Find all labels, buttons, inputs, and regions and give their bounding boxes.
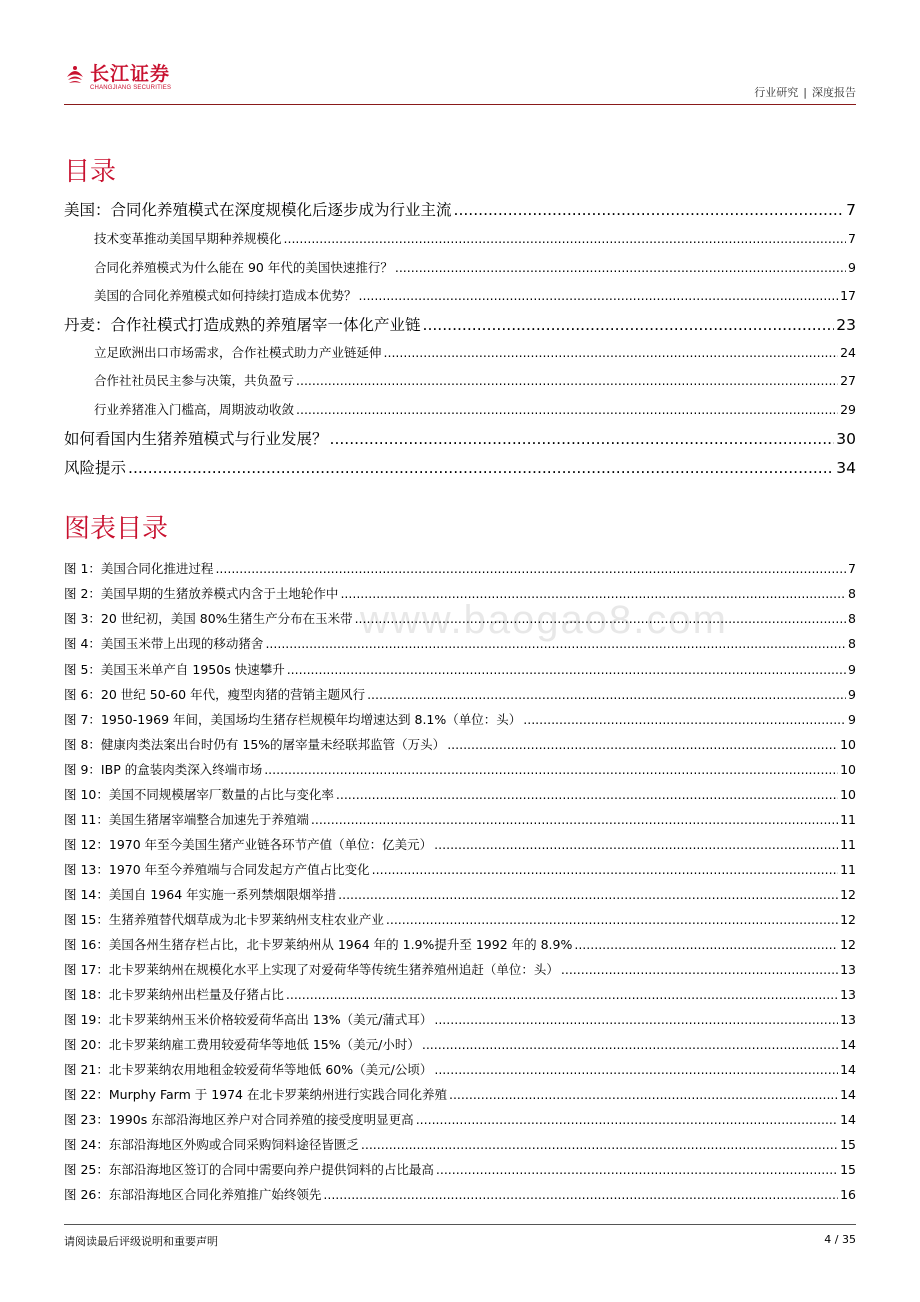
figure-entry-text: 图 16：美国各州生猪存栏占比，北卡罗莱纳州从 1964 年的 1.9%提升至 1992 年的 8.9% [64,937,573,952]
toc-entry-text: 风险提示 [64,459,127,477]
figure-entry-page: 9 [848,687,856,702]
page-header [64,58,856,105]
leader-dots [416,1112,838,1127]
figure-entry-text: 图 25：东部沿海地区签订的合同中需要向养户提供饲料的占比最高 [64,1162,434,1177]
figure-entry-page: 8 [848,586,856,601]
figure-entry-text: 图 2：美国早期的生猪放养模式内含于土地轮作中 [64,586,339,601]
figure-entry-page: 16 [840,1187,856,1202]
leader-dots [355,611,846,626]
figure-entry[interactable] [64,1160,856,1178]
figure-entry-text: 图 22：Murphy Farm 于 1974 在北卡罗莱纳州进行实践合同化养殖 [64,1087,447,1102]
figure-entry-page: 11 [840,812,856,827]
figure-entry-page: 8 [848,636,856,651]
leader-dots [330,430,835,448]
leader-dots [423,316,835,334]
report-category: 行业研究 [754,86,799,99]
toc-entry-text: 立足欧洲出口市场需求，合作社模式助力产业链延伸 [94,345,382,360]
figure-entry-text: 图 4：美国玉米带上出现的移动猪舍 [64,636,264,651]
figure-entry-text: 图 3：20 世纪初，美国 80%生猪生产分布在玉米带 [64,611,353,626]
toc-subentry[interactable] [94,343,856,361]
figure-entry[interactable] [64,910,856,928]
logo-cn-text: 长江证券 [90,63,171,85]
figure-entry-page: 11 [840,837,856,852]
toc-entry-text: 行业养猪准入门槛高，周期波动收敛 [94,402,295,417]
figure-entry-page: 13 [840,1012,856,1027]
toc-entry-page: 23 [836,316,856,334]
figure-entry-page: 10 [840,737,856,752]
figure-entry-text: 图 26：东部沿海地区合同化养殖推广始终领先 [64,1187,322,1202]
report-subtype: 深度报告 [812,86,856,99]
figure-entry-page: 14 [840,1062,856,1077]
leader-dots [311,812,838,827]
toc-entry-text: 丹麦：合作社模式打造成熟的养殖屠宰一体化产业链 [64,316,421,334]
toc-subentry[interactable] [94,400,856,418]
figure-entry[interactable] [64,1135,856,1153]
figure-entry-text: 图 6：20 世纪 50-60 年代，瘦型肉猪的营销主题风行 [64,687,366,702]
figure-entry-text: 图 11：美国生猪屠宰端整合加速先于养殖端 [64,812,309,827]
toc-subentry[interactable] [94,286,856,304]
figure-entry[interactable] [64,1110,856,1128]
leader-dots [574,937,838,952]
figure-entry[interactable] [64,1035,856,1053]
toc-entry-text: 技术变革推动美国早期种养规模化 [94,231,282,246]
toc-entry[interactable] [64,456,856,478]
leader-dots [359,288,839,303]
leader-dots [340,586,846,601]
figure-entry-text: 图 7：1950-1969 年间，美国场均生猪存栏规模年均增速达到 8.1%（单位：头） [64,712,522,727]
leader-dots [384,345,839,360]
leader-dots [367,687,846,702]
figure-entry-page: 7 [848,561,856,576]
toc-entry-text: 美国：合同化养殖模式在深度规模化后逐步成为行业主流 [64,201,452,219]
figure-entry-page: 13 [840,962,856,977]
figure-entry-text: 图 23：1990s 东部沿海地区养户对合同养殖的接受度明显更高 [64,1112,414,1127]
figure-entry[interactable] [64,710,856,728]
figure-entry[interactable] [64,885,856,903]
toc-entry[interactable] [64,427,856,449]
leader-dots [454,201,845,219]
figure-entry-text: 图 5：美国玉米单产自 1950s 快速攀升 [64,662,285,677]
toc-entry-page: 7 [846,201,856,219]
page-number: 4 / 35 [824,1233,856,1246]
toc-subentry[interactable] [94,371,856,389]
toc-entry-page: 30 [836,430,856,448]
leader-dots [449,1087,838,1102]
leader-dots [265,636,846,651]
header-separator: | [803,86,807,99]
figure-entry-text: 图 19：北卡罗莱纳州玉米价格较爱荷华高出 13%（美元/蒲式耳） [64,1012,433,1027]
figure-entry-page: 9 [848,712,856,727]
toc-subentry[interactable] [94,258,856,276]
figure-entry-text: 图 8：健康肉类法案出台时仍有 15%的屠宰量未经联邦监管（万头） [64,737,446,752]
leader-dots [323,1187,838,1202]
leader-dots [395,260,846,275]
leader-dots [361,1137,838,1152]
figure-entry-page: 11 [840,862,856,877]
figure-entry[interactable] [64,685,856,703]
toc-entry[interactable] [64,313,856,335]
toc-entry-page: 9 [848,260,856,275]
logo-emblem-icon [64,64,86,88]
figure-entry[interactable] [64,1010,856,1028]
leader-dots [434,1062,838,1077]
leader-dots [284,231,847,246]
page-footer [64,1224,856,1248]
leader-dots [523,712,846,727]
toc-entry[interactable] [64,198,856,220]
figure-entry[interactable] [64,860,856,878]
figure-entry[interactable] [64,609,856,627]
figure-entry-page: 13 [840,987,856,1002]
watermark: www.baogao8.com [360,598,728,642]
figure-entry-page: 14 [840,1087,856,1102]
figure-entry[interactable] [64,634,856,652]
figure-entry-page: 10 [840,787,856,802]
toc-entry-page: 27 [840,373,856,388]
leader-dots [215,561,846,576]
figure-entry[interactable] [64,1085,856,1103]
figure-entry[interactable] [64,835,856,853]
figure-entry-page: 14 [840,1112,856,1127]
figure-entry[interactable] [64,960,856,978]
figure-entry[interactable] [64,660,856,678]
figure-entry-text: 图 21：北卡罗莱纳农用地租金较爱荷华等地低 60%（美元/公顷） [64,1062,433,1077]
company-logo [64,64,171,91]
figure-entry-text: 图 17：北卡罗莱纳州在规模化水平上实现了对爱荷华等传统生猪养殖州追赶（单位：头） [64,962,559,977]
toc-title: 目录 [64,157,117,187]
leader-dots [436,1162,838,1177]
leader-dots [264,762,838,777]
leader-dots [386,912,838,927]
figure-entry[interactable] [64,935,856,953]
figure-entry-text: 图 24：东部沿海地区外购或合同采购饲料途径皆匮乏 [64,1137,359,1152]
figure-entry-text: 图 15：生猪养殖替代烟草成为北卡罗莱纳州支柱农业产业 [64,912,384,927]
leader-dots [287,662,846,677]
leader-dots [434,837,838,852]
figure-entry[interactable] [64,760,856,778]
figure-entry-page: 8 [848,611,856,626]
figure-entry-text: 图 18：北卡罗莱纳州出栏量及仔猪占比 [64,987,284,1002]
toc-entry-text: 合同化养殖模式为什么能在 90 年代的美国快速推行？ [94,260,393,275]
figure-entry-text: 图 1：美国合同化推进过程 [64,561,214,576]
figure-entry-page: 12 [840,912,856,927]
figure-entry[interactable] [64,1185,856,1203]
leader-dots [128,459,834,477]
figure-entry-text: 图 9：IBP 的盒装肉类深入终端市场 [64,762,263,777]
leader-dots [447,737,838,752]
toc-entry-text: 如何看国内生猪养殖模式与行业发展？ [64,430,328,448]
leader-dots [422,1037,838,1052]
figure-entry-page: 12 [840,887,856,902]
leader-dots [296,402,838,417]
figure-entry[interactable] [64,584,856,602]
report-type-label [754,84,856,100]
figure-entry-text: 图 12：1970 年至今美国生猪产业链各环节产值（单位：亿美元） [64,837,433,852]
leader-dots [338,887,838,902]
figure-entry[interactable] [64,559,856,577]
toc-entry-page: 7 [848,231,856,246]
figure-entry-page: 15 [840,1162,856,1177]
figure-entry-page: 14 [840,1037,856,1052]
figure-entry-page: 12 [840,937,856,952]
toc-entry-page: 24 [840,345,856,360]
figure-entry[interactable] [64,810,856,828]
figure-entry-page: 15 [840,1137,856,1152]
figure-entry[interactable] [64,735,856,753]
figure-entry[interactable] [64,1060,856,1078]
toc-entry-text: 合作社社员民主参与决策，共负盈亏 [94,373,295,388]
logo-en-text: CHANGJIANG SECURITIES [90,85,172,91]
figure-entry-page: 10 [840,762,856,777]
figure-list-title: 图表目录 [64,514,169,544]
footer-disclaimer: 请阅读最后评级说明和重要声明 [64,1235,218,1248]
figure-entry-text: 图 14：美国自 1964 年实施一系列禁烟限烟举措 [64,887,337,902]
leader-dots [336,787,838,802]
leader-dots [434,1012,838,1027]
toc-entry-page: 17 [840,288,856,303]
toc-subentry[interactable] [94,229,856,247]
leader-dots [286,987,838,1002]
figure-entry-page: 9 [848,662,856,677]
toc-entry-page: 34 [836,459,856,477]
figure-entry-text: 图 20：北卡罗莱纳雇工费用较爱荷华等地低 15%（美元/小时） [64,1037,420,1052]
figure-entry-text: 图 10：美国不同规模屠宰厂数量的占比与变化率 [64,787,334,802]
toc-entry-text: 美国的合同化养殖模式如何持续打造成本优势？ [94,288,357,303]
leader-dots [372,862,838,877]
figure-entry[interactable] [64,785,856,803]
figure-entry-text: 图 13：1970 年至今养殖端与合同发起方产值占比变化 [64,862,370,877]
leader-dots [561,962,838,977]
figure-entry[interactable] [64,985,856,1003]
toc-entry-page: 29 [840,402,856,417]
leader-dots [296,373,838,388]
